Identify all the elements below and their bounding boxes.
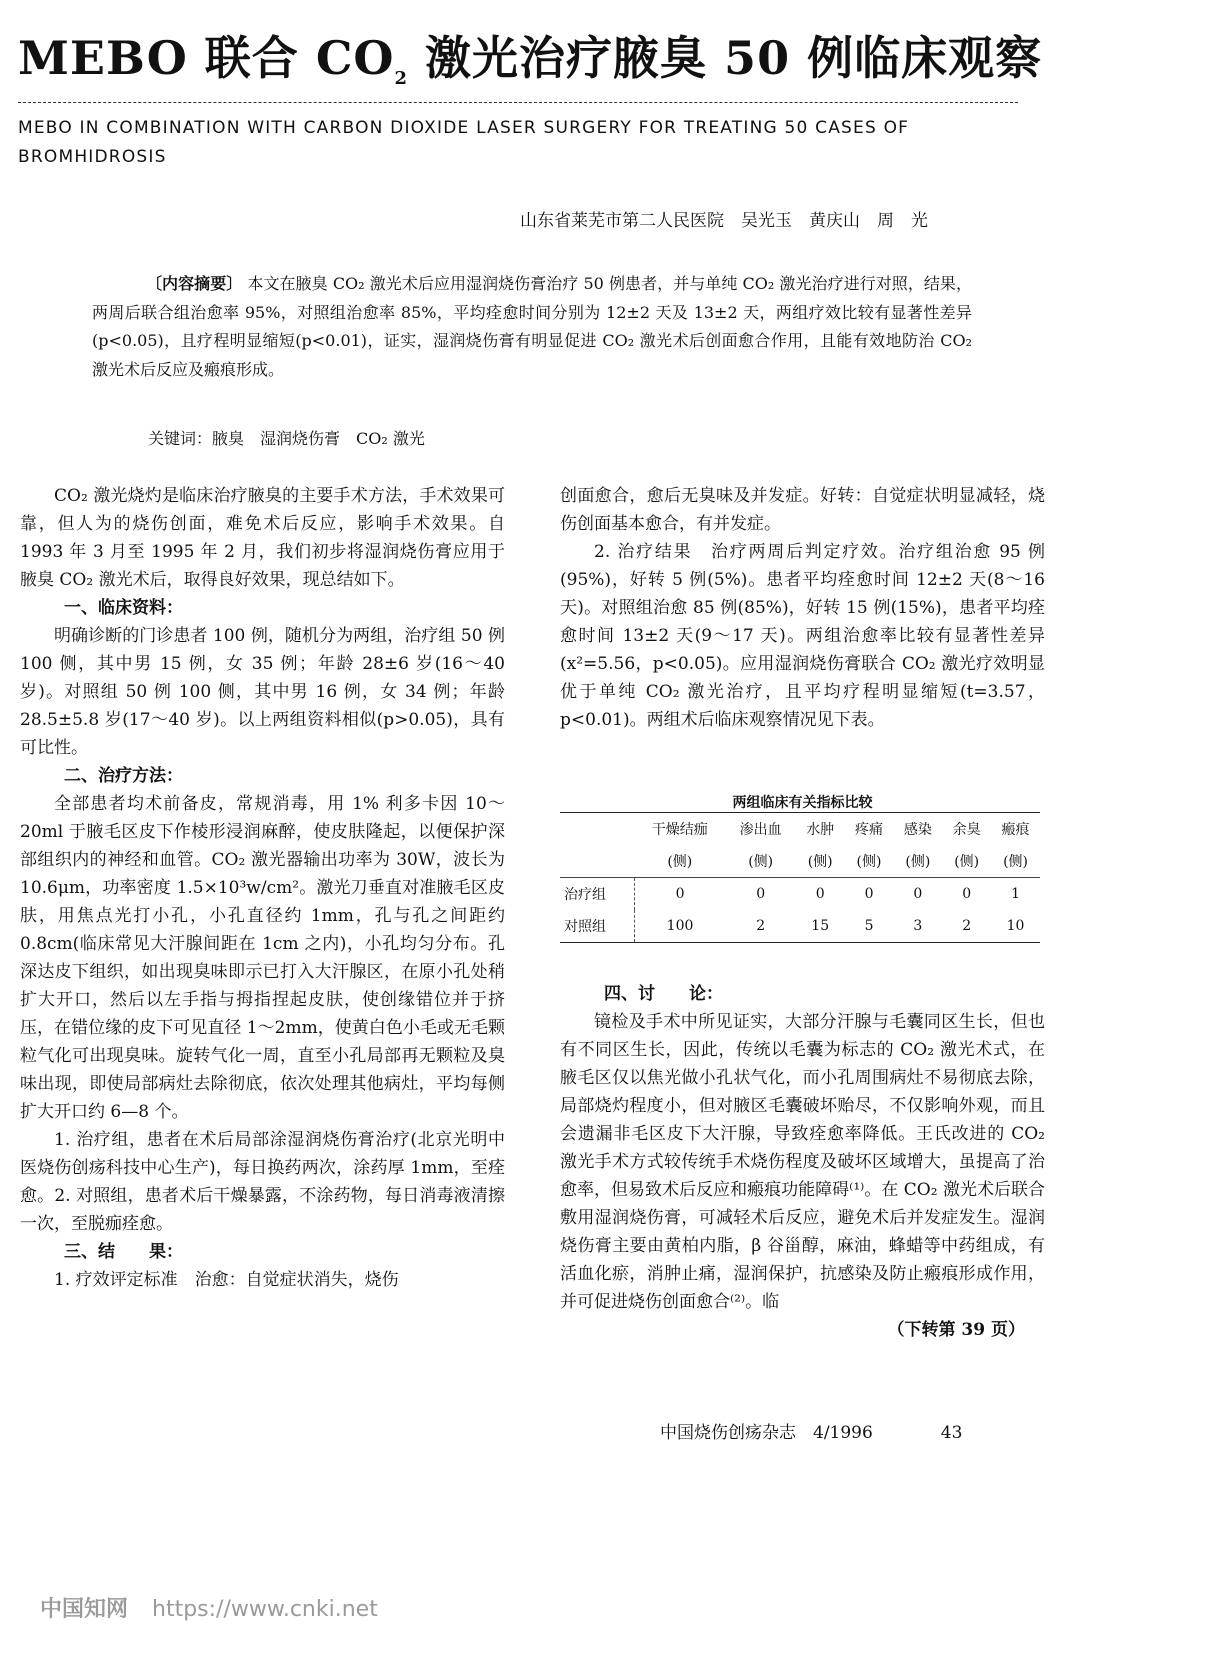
table-header: 瘢痕 <box>1001 822 1030 838</box>
section-heading: 一、临床资料： <box>64 598 183 618</box>
table-corner <box>560 813 634 846</box>
article-title: MEBO 联合 $CO_2$ 激光治疗腋臭 50 例临床观察 <box>18 31 1043 90</box>
cnki-watermark <box>40 1592 378 1623</box>
body-paragraph: 明确诊断的门诊患者 100 例，随机分为两组，治疗组 50 例 100 侧，其中男 15 例，女 35 例；年龄 28±6 岁(16～40 岁)。对照组 50 例 100 侧，其中男 16 例，女 34 例；年龄 28.5±5.8 岁(17～40 岁)。以上两组资料相似(p>0.05)，具有可比性。 <box>20 626 505 758</box>
table-header: 感染 <box>903 822 932 838</box>
table-unit: (侧) <box>726 845 796 878</box>
title-divider <box>18 102 1018 103</box>
english-title: MEBO IN COMBINATION WITH CARBON DIOXIDE LASER SURGERY FOR TREATING 50 CASES OF BROMHIDROSIS <box>18 118 910 167</box>
body-paragraph: 创面愈合，愈后无臭味及并发症。好转：自觉症状明显减轻，烧伤创面基本愈合，有并发症。 <box>560 486 1045 534</box>
table-cell: 3 <box>913 918 923 934</box>
table-header: 渗出血 <box>739 822 782 838</box>
table-row <box>560 878 1040 911</box>
table-unit: (侧) <box>845 845 894 878</box>
body-paragraph: 2. 治疗结果 治疗两周后判定疗效。治疗组治愈 95 例(95%)，好转 5 例(5%)。患者平均痊愈时间 12±2 天(8～16 天)。对照组治愈 85 例(85%)，好转 15 例(15%)，患者平均痊愈时间 13±2 天(9～17 天)。两组治愈率比较有显著性差异(x²=5.56，p<0.05)。应用湿润烧伤膏联合 CO₂ 激光疗效明显优于单纯 CO₂ 激光治疗，且平均疗程明显缩短(t=3.57，p<0.01)。两组术后临床观察情况见下表。 <box>560 542 1045 730</box>
table-cell: 2 <box>756 918 766 934</box>
abstract-label: 〔内容摘要〕 <box>146 274 243 293</box>
keywords: 关键词：腋臭 湿润烧伤膏 CO₂ 激光 <box>148 429 425 448</box>
authors-line: 山东省莱芜市第二人民医院 吴光玉 黄庆山 周 光 <box>520 211 928 231</box>
abstract <box>92 270 972 384</box>
row-label: 对照组 <box>560 910 634 943</box>
continued-note: （下转第 39 页） <box>887 1320 1025 1340</box>
right-column-bottom <box>560 980 1045 1344</box>
table-cell: 1 <box>1011 886 1020 902</box>
left-column <box>20 482 505 1294</box>
body-paragraph: CO₂ 激光烧灼是临床治疗腋臭的主要手术方法，手术效果可靠，但人为的烧伤创面，难免术后反应，影响手术效果。自 1993 年 3 月至 1995 年 2 月，我们初步将湿润烧伤膏应用于腋臭 CO₂ 激光术后，取得良好效果，现总结如下。 <box>20 486 505 590</box>
table-unit: (侧) <box>893 845 942 878</box>
table-cell: 10 <box>1006 918 1025 934</box>
table-cell: 0 <box>962 886 972 902</box>
table-cell: 0 <box>864 886 874 902</box>
body-paragraph: 镜检及手术中所见证实，大部分汗腺与毛囊同区生长，但也有不同区生长，因此，传统以毛囊为标志的 CO₂ 激光术式，在腋毛区仅以焦光做小孔状气化，而小孔周围病灶不易彻底去除，局部烧灼程度小，但对腋区毛囊破坏贻尽，不仅影响外观，而且会遗漏非毛区皮下大汗腺，导致痊愈率降低。王氏改进的 CO₂ 激光手术方式较传统手术烧伤程度及破坏区域增大，虽提高了治愈率，但易致术后反应和瘢痕功能障碍⁽¹⁾。在 CO₂ 激光术后联合敷用湿润烧伤膏，可减轻术后反应，避免术后并发症发生。湿润烧伤膏主要由黄柏内脂，β 谷甾醇，麻油，蜂蜡等中药组成，有活血化瘀，消肿止痛，湿润保护，抗感染及防止瘢痕形成作用，并可促进烧伤创面愈合⁽²⁾。临 <box>560 1012 1045 1312</box>
table-cell: 2 <box>962 918 972 934</box>
table-header: 疼痛 <box>855 822 884 838</box>
abstract-text: 本文在腋臭 CO₂ 激光术后应用湿润烧伤膏治疗 50 例患者，并与单纯 CO₂ 激光治疗进行对照，结果，两周后联合组治愈率 95%，对照组治愈率 85%，平均痊愈时间分别为 12±2 天及 13±2 天，两组疗效比较有显著性差异(p<0.05)，且疗程明显缩短(p<0.01)，证实，湿润烧伤膏有明显促进 CO₂ 激光术后创面愈合作用，且能有效地防治 CO₂ 激光术后反应及瘢痕形成。 <box>92 274 972 379</box>
row-label: 治疗组 <box>560 878 634 911</box>
body-paragraph: 1. 治疗组，患者在术后局部涂湿润烧伤膏治疗(北京光明中医烧伤创疡科技中心生产)，每日换药两次，涂药厚 1mm，至痊愈。2. 对照组，患者术后干燥暴露，不涂药物，每日消毒液清擦一次，至脱痂痊愈。 <box>20 1130 505 1234</box>
section-heading: 二、治疗方法： <box>64 766 183 786</box>
table-caption: 两组临床有关指标比较 <box>732 795 873 811</box>
page-footer: 中国烧伤创疡杂志 4/1996 43 <box>660 1423 963 1443</box>
section-heading: 四、讨 论： <box>604 984 723 1004</box>
table-unit: (侧) <box>796 845 845 878</box>
table-row <box>560 910 1040 943</box>
table-unit: (侧) <box>942 845 991 878</box>
table-unit: (侧) <box>634 845 726 878</box>
table-cell: 5 <box>864 918 874 934</box>
section-heading: 三、结 果： <box>64 1242 183 1262</box>
comparison-table <box>560 812 1040 943</box>
table-cell: 0 <box>756 886 766 902</box>
body-paragraph: 全部患者均术前备皮，常规消毒，用 1% 利多卡因 10～20ml 于腋毛区皮下作棱形浸润麻醉，使皮肤隆起，以便保护深部组织内的神经和血管。CO₂ 激光器输出功率为 30W，波长为 10.6μm，功率密度 1.5×10³w/cm²。激光刀垂直对准腋毛区皮肤，用焦点光打小孔，小孔直径约 1mm，孔与孔之间距约 0.8cm(临床常见大汗腺间距在 1cm 之内)，小孔均匀分布。孔深达皮下组织，如出现臭味即示已打入大汗腺区，在原小孔处稍扩大开口，然后以左手指与拇指捏起皮肤，使创缘错位并于挤压，在错位缘的皮下可见直径 1～2mm，使黄白色小毛或无毛颗粒气化可出现臭味。旋转气化一周，直至小孔局部再无颗粒及臭味出现，即使局部病灶去除彻底，依次处理其他病灶，平均每侧扩大开口约 6—8 个。 <box>20 794 505 1122</box>
table-header: 水肿 <box>806 822 835 838</box>
watermark-brand: 中国知网 <box>40 1597 129 1622</box>
table-header: 余臭 <box>952 822 981 838</box>
table-cell: 0 <box>815 886 825 902</box>
table-cell: 15 <box>811 918 830 934</box>
table-header: 干燥结痂 <box>651 822 708 838</box>
table-cell: 0 <box>913 886 923 902</box>
table-unit: (侧) <box>991 845 1040 878</box>
table-cell: 0 <box>675 886 685 902</box>
right-column-top <box>560 482 1045 734</box>
watermark-url: https://www.cnki.net <box>152 1597 378 1622</box>
body-paragraph: 1. 疗效评定标准 治愈：自觉症状消失，烧伤 <box>54 1270 399 1290</box>
table-cell: 100 <box>666 918 694 934</box>
